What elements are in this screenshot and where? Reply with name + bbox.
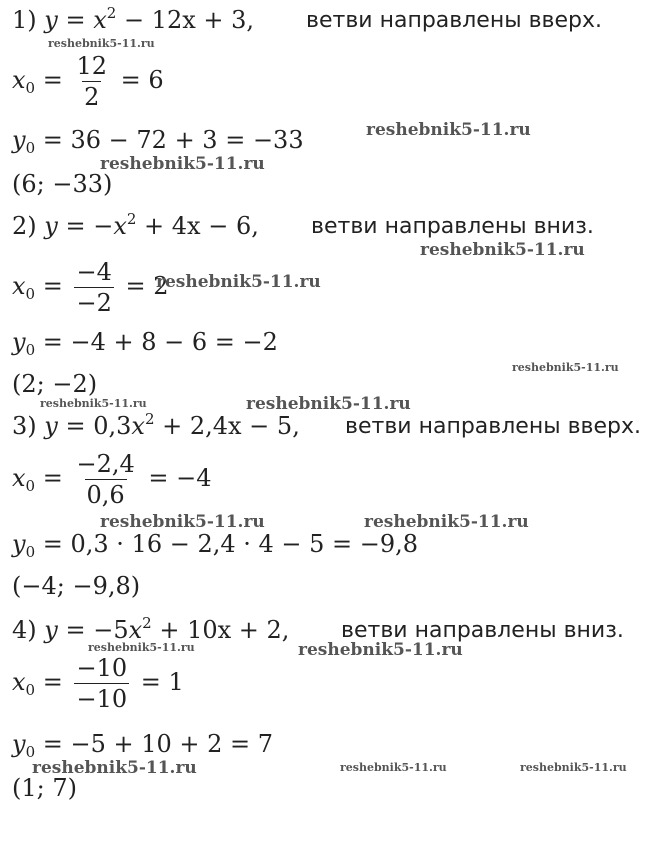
problem-4-y0: $y_0 = -5 + 10 + 2 = 7$ — [12, 730, 274, 761]
problem-3-equation: 3) $y = 0,3x^2 + 2,4x - 5$, — [12, 410, 300, 440]
problem-4-x0: $x_0$ = $\frac{-10}{-10}$ = 1 — [12, 654, 184, 713]
watermark: reshebnik5-11.ru — [512, 361, 619, 374]
problem-2-x0: $x_0$ = $\frac{-4}{-2}$ = 2 — [12, 258, 169, 317]
watermark: reshebnik5-11.ru — [366, 120, 531, 140]
problem-2-note: ветви направлены вниз. — [311, 214, 594, 239]
problem-3-note: ветви направлены вверх. — [345, 414, 642, 439]
watermark: reshebnik5-11.ru — [40, 397, 147, 410]
problem-4-note: ветви направлены вниз. — [341, 618, 624, 643]
problem-3-y0: $y_0 = 0,3 \cdot 16 - 2,4 \cdot 4 - 5 = -9,8$ — [12, 530, 419, 561]
problem-4-vertex: (1; 7) — [12, 774, 77, 802]
watermark: reshebnik5-11.ru — [156, 272, 321, 292]
watermark: reshebnik5-11.ru — [298, 640, 463, 660]
problem-2-equation: 2) $y = -x^2 + 4x - 6$, — [12, 210, 259, 240]
watermark: reshebnik5-11.ru — [246, 394, 411, 414]
problem-3-x0: $x_0$ = $\frac{-2,4}{0,6}$ = −4 — [12, 450, 212, 509]
watermark: reshebnik5-11.ru — [100, 512, 265, 532]
watermark: reshebnik5-11.ru — [420, 240, 585, 260]
watermark: reshebnik5-11.ru — [32, 758, 197, 778]
problem-1-y0: $y_0 = 36 - 72 + 3 = -33$ — [12, 126, 304, 157]
problem-3-vertex: (−4; −9,8) — [12, 572, 141, 600]
watermark: reshebnik5-11.ru — [100, 154, 265, 174]
problem-1-x0: $x_0$ = $\frac{12}{2}$ = 6 — [12, 52, 164, 111]
problem-2-vertex: (2; −2) — [12, 370, 98, 398]
watermark: reshebnik5-11.ru — [364, 512, 529, 532]
problem-1-equation: 1) $y = x^2 - 12x + 3$, — [12, 4, 255, 34]
watermark: reshebnik5-11.ru — [340, 761, 447, 774]
problem-1-vertex: (6; −33) — [12, 170, 113, 198]
watermark: reshebnik5-11.ru — [48, 37, 155, 50]
watermark: reshebnik5-11.ru — [520, 761, 627, 774]
problem-2-y0: $y_0 = -4 + 8 - 6 = -2$ — [12, 328, 278, 359]
problem-1-note: ветви направлены вверх. — [306, 8, 603, 33]
problem-4-equation: 4) $y = -5x^2 + 10x + 2$, — [12, 614, 290, 644]
watermark: reshebnik5-11.ru — [88, 641, 195, 654]
